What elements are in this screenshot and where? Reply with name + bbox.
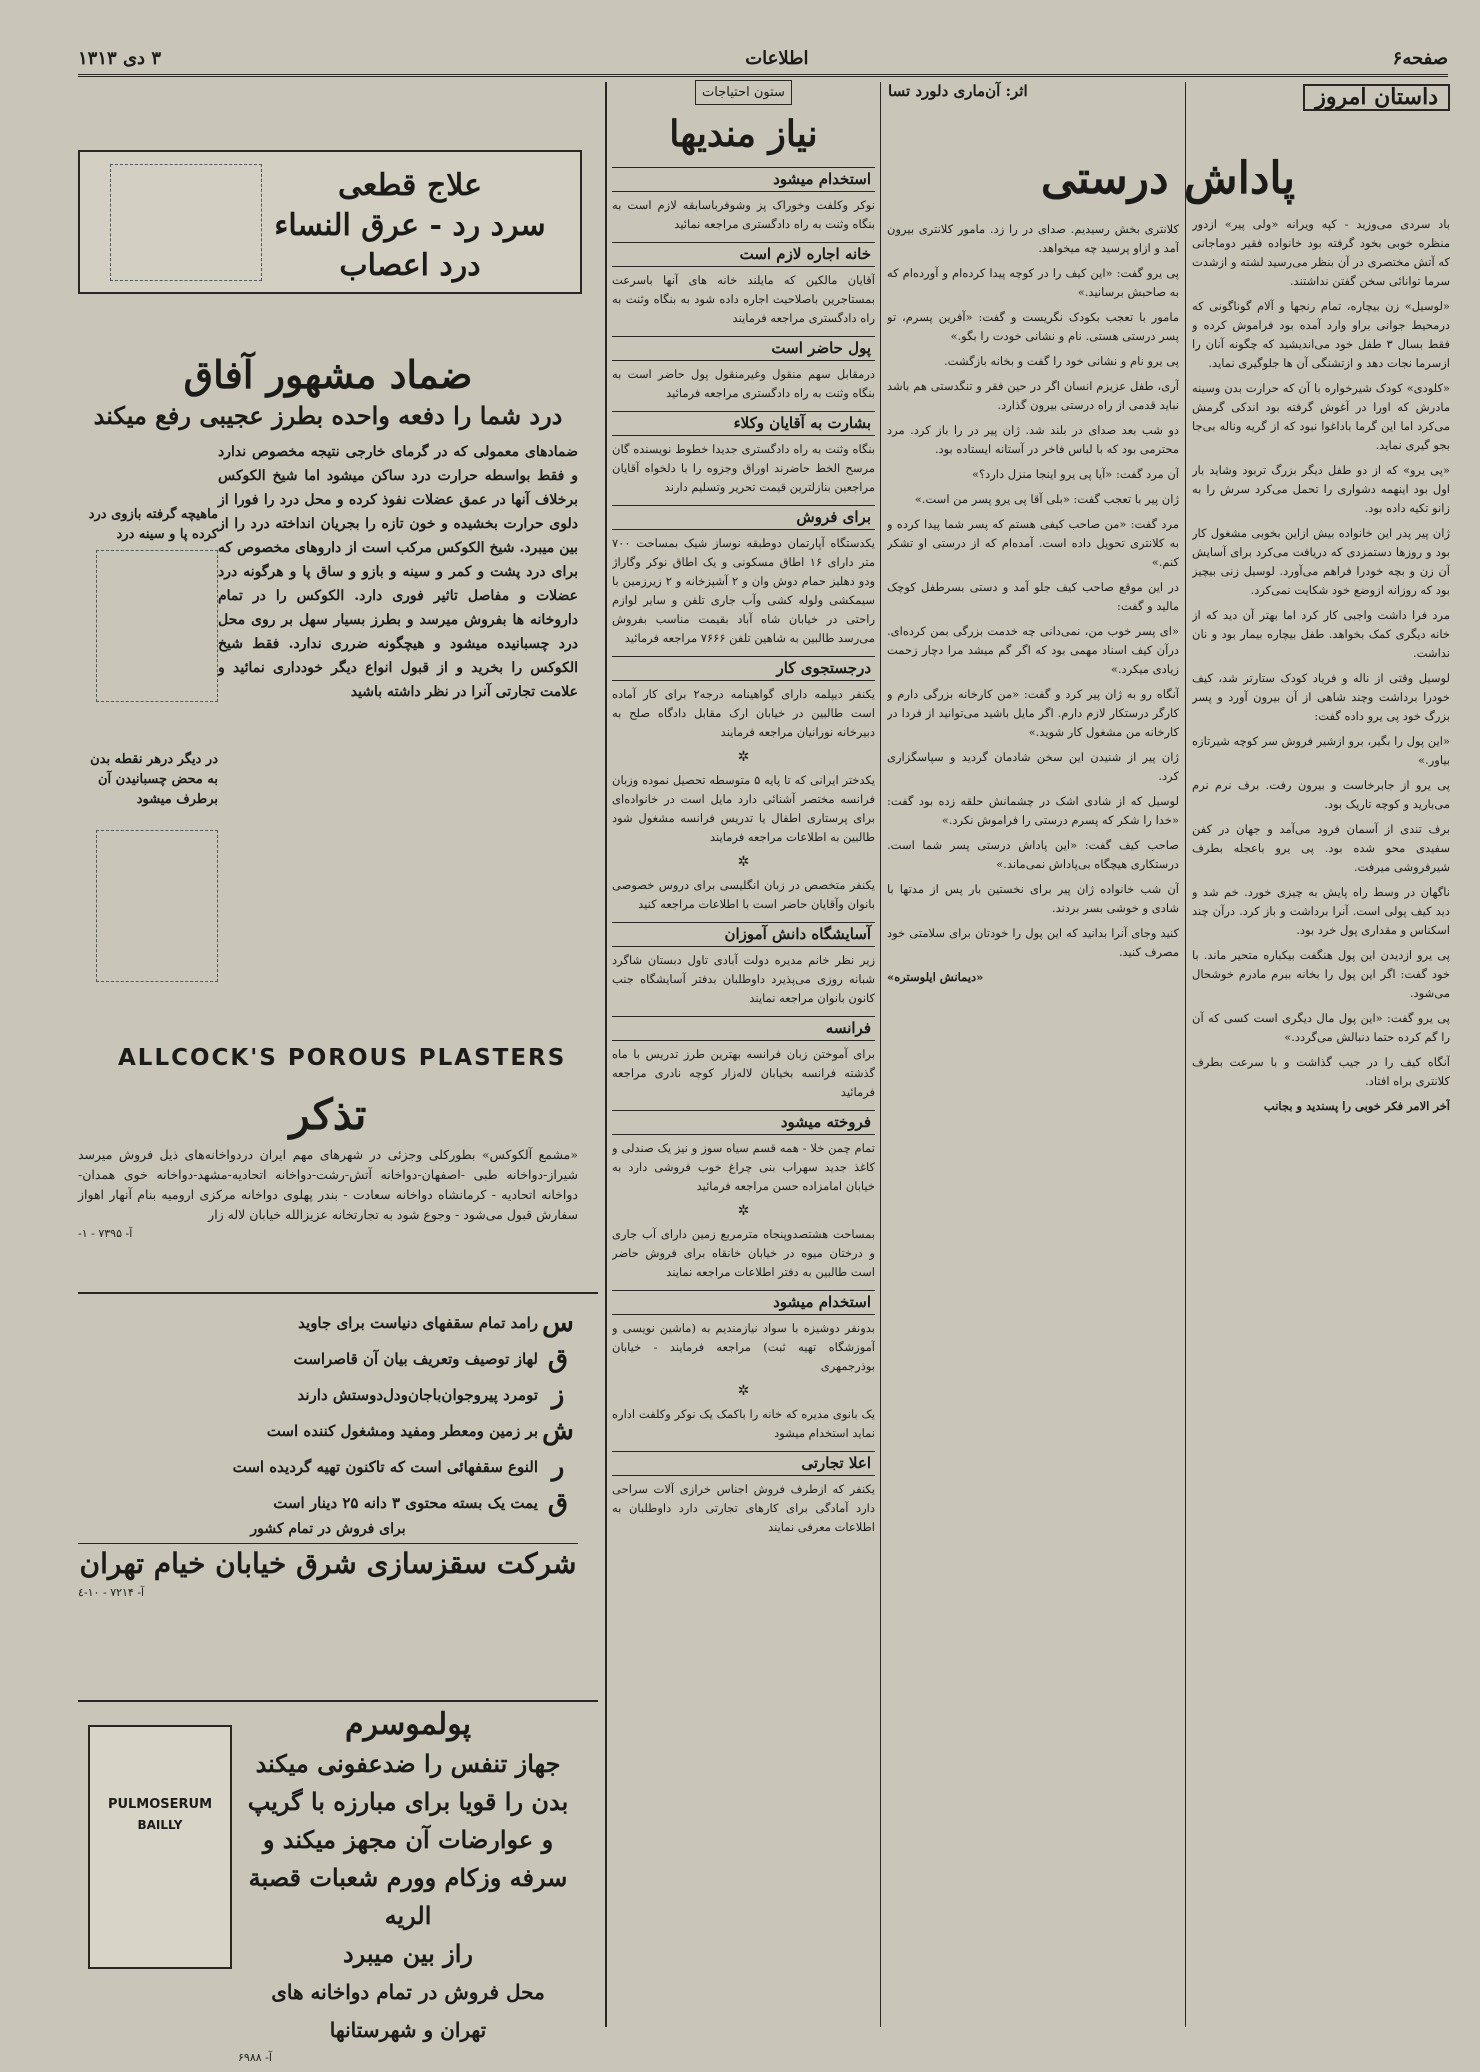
classified-text: تمام چمن خلا - همه قسم سیاه سوز و نیز یک صندلی و کاغذ جدید سهراب بنی چراغ خوب فروشی دارد به خیابان امامزاده حسن مراجعه فرمائید: [612, 1141, 875, 1193]
newspaper-name: اطلاعات: [745, 47, 809, 69]
pulmo-text: [238, 1705, 578, 2072]
story-source: «دیمانش ایلوستره»: [887, 970, 984, 984]
classified-item: [612, 336, 875, 403]
paragraph: صاحب کیف گفت: «این پاداش درستی پسر شما است. درستکاری هیچگاه بی‌پاداش نمی‌ماند.»: [887, 838, 1179, 871]
column-rule: [78, 1292, 598, 1294]
paragraph: ناگهان در وسط راه پایش به چیزی خورد. خم شد و دید کیف پولی است. آنرا برداشت و باز کرد. درآن چند اسکناس و مقداری پول خرد بود.: [1192, 885, 1450, 937]
reminder-body: «مشمع آلکوکس» بطورکلی وجزئی در شهرهای مهم ایران دردواخانه‌های ذیل فروش میرسد شیراز-دواخانه طبی -اصفهان-دواخانه آتش-رشت-دواخانه اتحادیه-مشهد-دواخانه خوی همدان-دواخانه اتحادیه - کرمانشاه دواخانه سعادت - بندر پهلوی دواخانه مرکزی ارومیه بنام آنهار اهواز سفارش قبول می‌شود - وجوع شود به تجارتخانه عزیزالله خیابان لاله زار: [78, 1147, 578, 1222]
classified-text: یکنفر که ازطرف فروش اجناس خرازی آلات سراحی دارد آمادگی برای کارهای تجارتی دارد داوطلبان به اطلاعات معرفی نمایند: [612, 1482, 875, 1534]
classified-heading: استخدام میشود: [612, 167, 875, 192]
product-box-name: PULMOSERUM: [107, 1797, 213, 1812]
figure-illustration-icon: [110, 164, 262, 281]
ad-treatment-line3: درد اعصاب: [339, 248, 481, 283]
paragraph: آن مرد گفت: «آیا پی یرو اینجا منزل دارد؟»: [971, 467, 1179, 481]
paragraph: «لوسیل» زن بیچاره، تمام رنجها و آلام گوناگونی که درمحیط جوانی براو وارد آمده بود فراموش کرده و فقط بسال ۳ طفل خود می‌اندیشید که چگونه آنان را ازسرما نجات دهد و ازتشنگی آن ها جلوگیری نماید.: [1192, 299, 1450, 370]
paragraph: باد سردی می‌وزید - کپه ویرانه «ولی پیر» ازدور منظره خوبی بخود گرفته بود خانواده فقیر دوماجانی که آتش مختصری در آن بنظر می‌رسید لشته و ازشدت سرما توانائی سخن گفتن نداشتند.: [1192, 217, 1450, 288]
paragraph: لوسیل که از شادی اشک در چشمانش حلقه زده بود گفت: «خدا را شکر که پسرم درستی را فراموش نکرد.»: [887, 794, 1179, 827]
acrostic-row: [78, 1305, 578, 1341]
pulmo-line: جهاز تنفس را ضدعفونی میکند: [255, 1749, 561, 1778]
acrostic-letter: ق: [547, 1488, 569, 1518]
acrostic-row: [78, 1377, 578, 1413]
classified-heading: فرانسه: [612, 1016, 875, 1041]
reminder-block: [78, 1085, 578, 1248]
classified-item: [612, 1451, 875, 1537]
column-rule: [78, 1700, 598, 1702]
acrostic-letter: ر: [551, 1452, 565, 1482]
porous-plasters-brand: ALLCOCK'S POROUS PLASTERS: [118, 1045, 567, 1071]
classified-heading: اعلا تجارتی: [612, 1451, 875, 1476]
ad-plaster-brand: ضماد مشهور آفاق: [183, 352, 473, 397]
figure-man-illustration-icon: [96, 830, 218, 982]
classifieds-title: نیاز مندیها: [669, 113, 818, 155]
pulmo-line: تهران و شهرستانها: [329, 2018, 487, 2042]
classified-item: [612, 876, 875, 914]
paragraph: ژان پیر با تعجب گفت: «بلی آقا پی یرو پسر من است.»: [914, 492, 1179, 506]
paragraph: «پی یرو» که از دو طفل دیگر بزرگ تربود وشاید بار اول بود اینهمه دشواری را تحمل می‌کرد سرش را به زانو تکیه داده بود.: [1192, 463, 1450, 515]
classified-item: [612, 1290, 875, 1376]
paragraph: «این پول را بگیر، برو ازشیر فروش سر کوچه شیرتازه بیاور.»: [1192, 734, 1450, 767]
ad-plaster: [78, 350, 578, 1025]
pulmo-line: بدن را قویا برای مبارزه با گریپ: [247, 1787, 569, 1816]
acrostic-text: یمت یک بسته محتوی ۳ دانه ۲۵ دینار است: [273, 1494, 538, 1512]
classified-heading: خانه اجاره لازم است: [612, 242, 875, 267]
story-title: پاداش درستی: [1040, 153, 1296, 204]
classifieds-section-label: ستون احتیاجات: [695, 80, 792, 105]
classifieds-column: [612, 80, 875, 2025]
pulmo-line: سرفه وزکام وورم شعبات قصبة الریه: [248, 1863, 568, 1930]
acrostic-text: رامد تمام سقفهای دنیاست برای جاوید: [298, 1314, 538, 1332]
classified-text: آقایان مالکین که مایلند خانه های آنها باسرعت بمستاجرین باصلاحیت اجاره داده شود به بنگاه وثنت به راه دادگستری مراجعه فرمایند: [612, 273, 875, 325]
acrostic-row: [78, 1341, 578, 1377]
story-column-1: [1192, 80, 1450, 2025]
classified-item: [612, 771, 875, 847]
acrostic-row: [78, 1413, 578, 1449]
pulmo-line: راز بین میبرد: [342, 1939, 474, 1968]
paragraph: کنید وجای آنرا بدانید که این پول را خودتان برای سلامتی خود مصرف کنید.: [887, 926, 1179, 959]
classified-text: بنگاه وثنت به راه دادگستری جدیدا خطوط نویسنده گان مرسح الخط حاضرند اوراق وجزوه را با دلخواه آقایان مراجعین بنازلترین قیمت تحریر وتسلیم دارند: [612, 442, 875, 494]
paragraph: پی یرو گفت: «این پول مال دیگری است کسی که آن را گم کرده حتما دنبالش می‌گردد.»: [1192, 1011, 1450, 1044]
pulmo-title: پولموسرم: [344, 1707, 472, 1742]
classified-item: [612, 167, 875, 234]
classified-text: درمقابل سهم منقول وغیرمنقول پول حاضر است به بنگاه وثنت به راه دادگستری مراجعه فرمائید: [612, 367, 875, 400]
classified-text: بمساحت هشتصدوپنجاه مترمربع زمین دارای آب جاری و درختان میوه در خیابان خانقاه برای فروش حاضر است طالبین به دفتر اطلاعات مراجعه نمایند: [612, 1227, 875, 1279]
classified-heading: آسایشگاه دانش آموزان: [612, 922, 875, 947]
separator-star-icon: ✲: [737, 1383, 750, 1399]
classified-text: نوکر وکلفت وخوراک پز وشوفرباسابقه لازم است به بنگاه وثنت به راه دادگستری مراجعه نمائید: [612, 198, 875, 231]
column-rule: [880, 82, 881, 2027]
ad-code: آ- ۷۳۹۵ - ۱-: [78, 1227, 133, 1240]
paragraph: دو شب بعد صدای در بلند شد. ژان پیر در را باز کرد. مرد محترمی بود که با لباس فاخر در آستانه ایستاده بود.: [887, 423, 1179, 456]
classified-text: برای آموختن زبان فرانسه بهترین طرز تدریس با ماه گذشته فرانسه بخیابان لاله‌زار کوچه نادری مراجعه فرمائید: [612, 1047, 875, 1099]
story-section-label: داستان امروز: [1303, 84, 1450, 111]
issue-date: ۳ دی ۱۳۱۳: [78, 47, 161, 69]
ad-code: آ- ۶۹۸۸: [238, 2051, 272, 2064]
paragraph: آن شب خانواده ژان پیر برای نخستین بار پس از مدتها با شادی و خوشی بسر بردند.: [887, 882, 1179, 915]
ad-roofing: [78, 1305, 578, 1607]
classified-item: [612, 1405, 875, 1443]
acrostic-text: النوع سقفهائی است که تاکنون تهیه گردیده است: [232, 1458, 538, 1476]
classified-heading: پول حاضر است: [612, 336, 875, 361]
acrostic-letter: س: [542, 1308, 574, 1338]
acrostic-text: بر زمین ومعطر ومفید ومشغول کننده است: [266, 1422, 538, 1440]
paragraph: در این موقع صاحب کیف جلو آمد و دستی بسرطفل کوچک مالید و گفت:: [887, 580, 1179, 613]
figure-woman-illustration-icon: [96, 550, 218, 702]
paragraph: کلانتری بخش رسیدیم. صدای در را زد. مامور کلانتری بیرون آمد و ازاو پرسید چه میخواهد.: [887, 222, 1179, 255]
paragraph: مرد فرا داشت واجبی کار کرد اما بهتر آن دید که از خانه دیگری کمک بخواهد. طفل بیچاره بیمار بود و نان نداشت.: [1192, 608, 1450, 660]
acrostic-letter: ز: [551, 1380, 565, 1410]
column-rule: [1185, 82, 1186, 2027]
classified-item: [612, 505, 875, 648]
separator-star-icon: ✲: [737, 854, 750, 870]
ad-code: آ- ۷۲۱۴ - ۱۰-٤: [78, 1586, 145, 1599]
story-title-block: [888, 80, 1448, 222]
roof-company-name: شرکت سقزسازی شرق خیابان خیام تهران: [78, 1543, 578, 1584]
classified-text: یکدستگاه آپارتمان دوطبقه نوساز شیک بمساحت ۷۰۰ متر دارای ۱۶ اطاق مسکونی و یک اطاق نوکر وگاراژ ودو دهلیز حمام دوش وان و ۲ آشپزخانه و ۲ زیرزمین با سیمکشی ولوله کشی وآب جاری تلفن و سایر لوازم راحتی در خیابان شاه آباد بقیمت مناسب بفروش می‌رسد طالبین به شاهین تلفن ۷۶۶۶ مراجعه فرمائید: [612, 536, 875, 645]
paragraph: مامور با تعجب بکودک نگریست و گفت: «آفرین پسرم، تو پسر درستی هستی. نام و نشانی خودت را بگو.»: [887, 310, 1179, 343]
classified-item: [612, 922, 875, 1008]
acrostic-row: [78, 1449, 578, 1485]
story-author: اثر: آن‌ماری دلورد تسا: [888, 82, 1028, 100]
classified-heading: فروخته میشود: [612, 1110, 875, 1135]
paragraph: آخر الامر فکر خوبی را پسندید و بجانب: [1263, 1099, 1450, 1113]
ad-plaster-side-note: ماهیچه گرفته بازوی درد کرده پا و سینه درد: [88, 507, 218, 542]
paragraph: پی یرو نام و نشانی خود را گفت و بخانه بازگشت.: [943, 354, 1179, 368]
ad-plaster-body: ضمادهای معمولی که در گرمای خارجی نتیجه مخصوص ندارد و فقط بواسطه حرارت درد ساکن میشود اما شیخ الکوکس برخلاف آنها در عمق عضلات نفوذ کرده و محل درد را فورا از دلوی حرارت بخشیده و خون تازه را بجریان انداخته درد را از بین میبرد. شیخ الکوکس مرکب است از داروهای مخصوص که برای درد پشت و کمر و سینه و بازو و ساق پا و هرگونه درد عضلات و مفاصل تاثیر فوری دارد. الکوکس را در تمام داروخانه ها بفروش میرسد و بطرز بسیار سهل بر روی محل درد چسبانیده میشود و هیچگونه ضرری ندارد. فقط شیخ الکوکس را بخرید و از قبول انواع دیگر خودداری نمائید و علامت تجارتی آنرا در نظر داشته باشید: [218, 444, 578, 700]
roof-sale-note: برای فروش در تمام کشور: [250, 1521, 406, 1537]
classified-text: یک بانوی مدیره که خانه را باکمک یک نوکر وکلفت اداره نماید استخدام میشود: [612, 1407, 875, 1440]
classified-text: یکدختر ایرانی که تا پایه ۵ متوسطه تحصیل نموده وزبان فرانسه مختصر آشنائی دارد مایل است در خانواده‌ای برای پرستاری اطفال یا تدریس فرانسه مشغول شود طالبین به اطلاعات مراجعه فرمایند: [612, 773, 875, 844]
classified-heading: درجستجوی کار: [612, 656, 875, 681]
paragraph: ژان پیر از شنیدن این سخن شادمان گردید و سپاسگزاری کرد.: [887, 750, 1179, 783]
product-box: [88, 1725, 232, 1969]
separator-star-icon: ✲: [737, 1203, 750, 1219]
acrostic-text: لهاز توصیف وتعریف بیان آن قاصراست: [293, 1350, 538, 1368]
ad-plaster-side-note: در دیگر درهر نقطه بدن به محض چسبانیدن آن برطرف میشود: [90, 752, 218, 807]
classified-text: بدونفر دوشیزه با سواد نیازمندیم به (ماشین نویسی و آموزشگاه تهیه ثبت) مراجعه فرمایند - خیابان بوذرجمهری: [612, 1321, 875, 1373]
story-col1-body: [1192, 215, 1450, 1116]
classified-heading: بشارت به آقایان وکلاء: [612, 411, 875, 436]
paragraph: «کلودی» کودک شیرخواره با آن که حرارت بدن وسینه مادرش که اورا در آغوش گرفته بود اندکی گرمش می‌کرد اما این گرما باداغوا نبود که از گریه وناله بی‌جا بجو گیری نماید.: [1192, 381, 1450, 452]
page-number: صفحه۶: [1392, 47, 1448, 69]
classified-item: [612, 656, 875, 742]
column-rule: [605, 82, 607, 2027]
ad-treatment-line1: علاج قطعی: [337, 168, 483, 203]
paragraph: آنگاه کیف را در جیب گذاشت و با سرعت بطرف کلانتری براه افتاد.: [1192, 1055, 1450, 1088]
pulmo-line: و عوارضات آن مجهز میکند و: [262, 1825, 554, 1854]
classified-item: [612, 1110, 875, 1196]
paragraph: مرد گفت: «من صاحب کیفی هستم که پسر شما پیدا کرده و به کلانتری تحویل داده است. آمده‌ام که از درستی او تشکر کنم.»: [887, 517, 1179, 569]
story-column-2: [887, 220, 1179, 2025]
paragraph: آری، طفل عزیزم انسان اگر در حین فقر و تنگدستی هم باشد نباید قدمی از راه درستی بیرون گذارد.: [887, 379, 1179, 412]
classified-text: یکنفر دیپلمه دارای گواهینامه درجه۲ برای کار آماده است طالبین در خیابان ارک مقابل دادگاه صلح به دبیرخانه نورانیان مراجعه فرمایند: [612, 687, 875, 739]
classified-heading: استخدام میشود: [612, 1290, 875, 1315]
page-header: [78, 42, 1448, 77]
separator-star-icon: ✲: [737, 749, 750, 765]
reminder-title: تذکر: [289, 1090, 367, 1139]
paragraph: ژان پیر پدر این خانواده بیش ازاین بخوبی مشغول کار بود و روزها دستمزدی که دریافت می‌کرد برای آسایش آن زن و بچه خودرا فراهم می‌آورد. لوسیل زنی بیچیز بود که روزانه ازوضع خود شکایت نمی‌کرد.: [1192, 526, 1450, 597]
ad-pulmoserum: [78, 1705, 578, 2064]
paragraph: آنگاه رو به ژان پیر کرد و گفت: «من کارخانه بزرگی دارم و کارگر درستکار لازم دارم. اگر مایل باشید می‌توانید از فردا در کارخانه من مشغول کار شوید.»: [887, 687, 1179, 739]
product-box-brand: BAILLY: [137, 1818, 183, 1832]
ad-treatment: [78, 150, 582, 294]
classified-text: یکنفر متخصص در زبان انگلیسی برای دروس خصوصی بانوان وآقایان حاضر است با اطلاعات مراجعه کنید: [612, 878, 875, 911]
acrostic-text: تومرد پیروجوان‌باجان‌ودل‌دوستش دارند: [297, 1386, 538, 1404]
pulmo-line: محل فروش در تمام دواخانه های: [271, 1980, 545, 2004]
paragraph: پی یرو ازدیدن این پول هنگفت بیکباره متحیر ماند. با خود گفت: اگر این پول را بخانه ببرم مادرم خوشحال می‌شود.: [1192, 948, 1450, 1000]
classified-item: [612, 1225, 875, 1282]
classified-text: زیر نظر خانم مدیره دولت آبادی تاول دبستان شاگرد شبانه روزی می‌پذیرد داوطلبان بدفتر آسایشگاه جنب کانون بانوان مراجعه نمایند: [612, 953, 875, 1005]
paragraph: پی یرو گفت: «این کیف را در کوچه پیدا کرده‌ام و آورده‌ام که به صاحبش برسانید.»: [887, 266, 1179, 299]
acrostic-row: [78, 1485, 578, 1521]
paragraph: «ای پسر خوب من، نمی‌دانی چه خدمت بزرگی بمن کرده‌ای. درآن کیف اسناد مهمی بود که اگر گم میشد مرا دچار زحمت زیادی میکرد.»: [887, 624, 1179, 676]
classified-item: [612, 242, 875, 328]
classified-heading: برای فروش: [612, 505, 875, 530]
acrostic-letter: ش: [542, 1416, 574, 1446]
paragraph: برف تندی از آسمان فرود می‌آمد و جهان در کفن سفیدی محو شده بود. پی یرو باعجله بطرف شیرفروشی میرفت.: [1192, 822, 1450, 874]
ad-plaster-tagline: درد شما را دفعه واحده بطرز عجیبی رفع میکند: [93, 401, 563, 430]
acrostic-letter: ق: [547, 1344, 569, 1374]
ad-treatment-line2: سرد رد - عرق النساء: [274, 208, 546, 243]
classified-item: [612, 411, 875, 497]
paragraph: لوسیل وقتی از ناله و فریاد کودک ستارتر شد، کیف خودرا برداشت وچند شاهی از آن بیرون آورد و پسر بزرگ خود پی یرو داده گفت:: [1192, 671, 1450, 723]
paragraph: پی یرو از جابرخاست و بیرون رفت. برف نرم نرم می‌بارید و کوچه تاریک بود.: [1192, 778, 1450, 811]
classified-item: [612, 1016, 875, 1102]
